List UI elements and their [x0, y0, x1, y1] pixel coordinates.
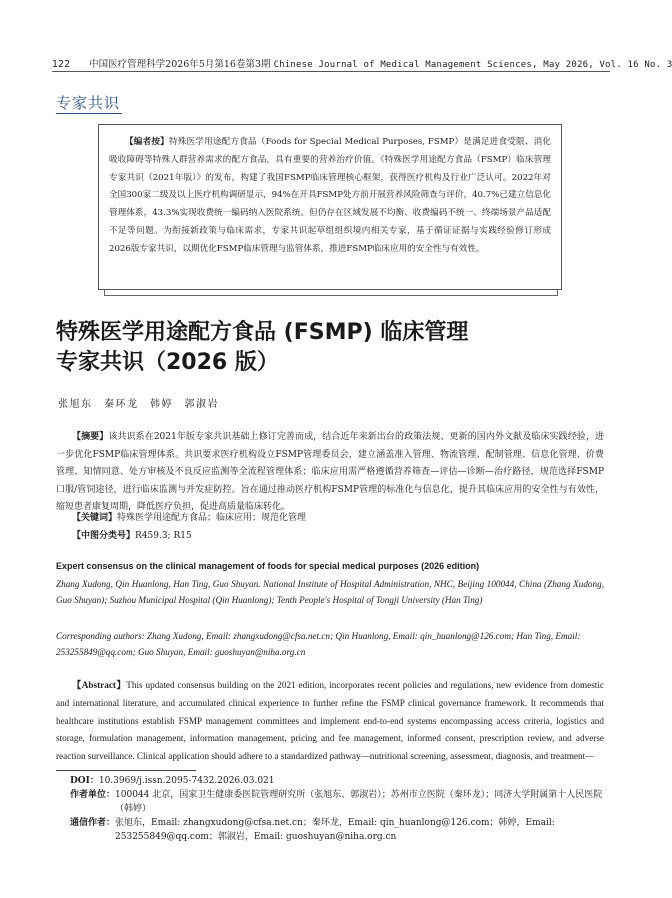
corr-value: 张旭东，Email: zhangxudong@cfsa.net.cn；秦环龙，Email: qin_huanlong@126.com；韩婷，Email: 253255849@qq.com；郭淑岩，Email: guoshuyan@niha.org.cn [115, 818, 555, 842]
abstract-cn-label: 【摘要】 [72, 432, 109, 442]
abstract-en [56, 677, 604, 766]
corr-label: 通信作者： [70, 818, 116, 828]
running-header [52, 56, 672, 70]
editor-note-text: 特殊医学用途配方食品（Foods for Special Medical Purposes, FSMP）是满足进食受限、消化吸收障碍等特殊人群营养需求的配方食品，具有重要的营养治疗价值。《特殊医学用途配方食品（FSMP）临床管理专家共识（2021年版）》的发布，构建了我国FSMP临床管理核心框架，获得医疗机构及行业广泛认可。2022年对全国300家二级及以上医疗机构调研显示，94%在开具FSMP处方前开展营养风险筛查与评价，40.7%已建立信息化管理体系，43.3%实现收费统一编码纳入医院系统。但仍存在区域发展不均衡、收费编码不统一、终端场景产品适配不足等问题。为衔接新政策与临床需求，专家共识起草组组织境内相关专家，基于循证证据与实践经验修订形成2026版专家共识，以期优化FSMP临床管理与监管体系，推进FSMP临床应用的安全性与有效性。 [109, 137, 551, 254]
section-label: 专家共识 [56, 94, 121, 112]
clc-text: R459.3; R15 [135, 531, 192, 541]
keywords-text: 特殊医学用途配方食品；临床应用；规范化管理 [117, 513, 307, 523]
doi-value: 10.3969/j.issn.2095-7432.2026.03.021 [98, 776, 275, 786]
unit-value: 100044 北京，国家卫生健康委医院管理研究所（张旭东、郭淑岩）；苏州市立医院（秦环龙）；同济大学附属第十人民医院（韩婷） [115, 790, 603, 814]
editor-note-label: 【编者按】 [125, 137, 169, 147]
abstract-cn-text: 该共识系在2021年版专家共识基础上修订完善而成，结合近年来新出台的政策法规、更新的国内外文献及临床实践经验，进一步优化FSMP临床管理体系。共识要求医疗机构设立FSMP管理委员会，建立涵盖准入管理、物流管理、配制管理、信息化管理、价费管理、知情同意、处方审核及不良反应监测等全流程管理体系；临床应用需严格遵循营养筛查—评估—诊断—治疗路径，规范选择FSMP口服/管饲途径，进行临床监测与并发症防控。旨在通过推动医疗机构FSMP管理的标准化与信息化，提升其临床应用的安全性与有效性，缩短患者康复周期，降低医疗负担，促进高质量临床转化。 [56, 432, 604, 513]
doi-label: DOI： [70, 776, 99, 786]
abstract-en-label: 【Abstract】 [72, 680, 127, 690]
article-title [56, 318, 616, 378]
footnote-rule [56, 770, 196, 771]
english-title: Expert consensus on the clinical management of foods for special medical purposes (2026 edition) [56, 561, 480, 571]
keywords-label: 【关键词】 [72, 513, 118, 523]
header-rule [52, 71, 610, 72]
footnote-corresponding [70, 816, 604, 844]
page-number: 122 [52, 59, 71, 70]
keywords [72, 510, 306, 523]
clc-label: 【中图分类号】 [72, 531, 136, 541]
english-corresponding: Corresponding authors: Zhang Xudong, Email: zhangxudong@cfsa.net.cn; Qin Huanlong, Email: qin_huanlong@126.com; Han Ting, Email: 253255849@qq.com; Guo Shuyan, Email: guoshuyan@niha.org.cn [56, 631, 581, 657]
article-title-line2: 专家共识（2026 版） [56, 350, 279, 375]
clc-number [72, 528, 192, 541]
abstract-cn [56, 429, 604, 517]
abstract-en-text: This updated consensus building on the 2021 edition, incorporates recent policies and regulations, new evidence from domestic and international literature, and accumulated clinical experience to further refine the FSMP clinical governance framework. It recommends that healthcare institutions establish FSMP management committees and implement end-to-end systems encompassing access criteria, logistics and storage, formulation management, information management, pricing and fee management, informed consent, prescription review, and adverse reaction surveillance. Clinical application should adhere to a standardized pathway—nutritional screening, assessment, diagnosis, and treatment— [56, 680, 604, 762]
journal-name-en: Chinese Journal of Medical Management Sciences, May 2026, Vol. 16 No. 3 [273, 60, 672, 70]
footnote-units [70, 788, 604, 816]
english-affiliations: Zhang Xudong, Qin Huanlong, Han Ting, Guo Shuyan. National Institute of Hospital Administration, NHC, Beijing 100044, China (Zhang Xudong, Guo Shuyan); Suzhou Municipal Hospital (Qin Huanlong); Tenth People's Hospital of Tongji University (Han Ting) [56, 579, 604, 605]
footnote-doi [70, 774, 604, 788]
article-title-line1: 特殊医学用途配方食品 (FSMP) 临床管理 [56, 320, 469, 345]
author-list: 张旭东 秦环龙 韩婷 郭淑岩 [58, 399, 219, 410]
section-underline [56, 113, 122, 114]
unit-label: 作者单位： [70, 790, 116, 800]
editor-note-box [98, 124, 562, 290]
journal-name-cn: 中国医疗管理科学2026年5月第16卷第3期 [89, 59, 271, 70]
